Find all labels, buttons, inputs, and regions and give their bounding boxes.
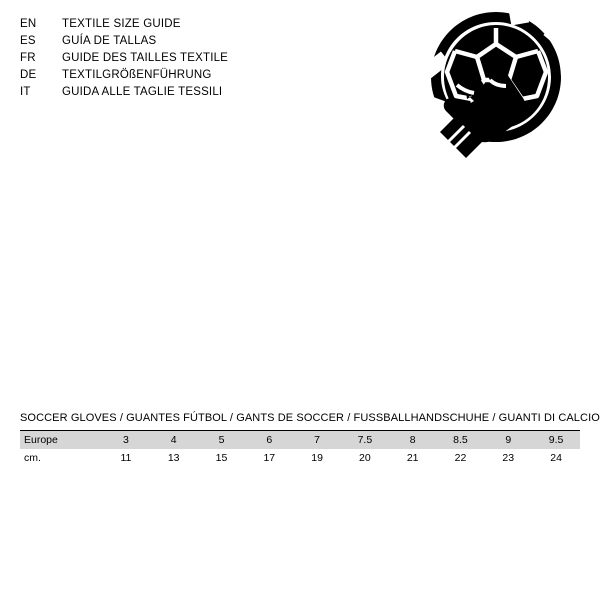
table-cell: 24 (550, 452, 562, 464)
table-row (20, 431, 580, 449)
table-cell: 20 (359, 452, 371, 464)
language-row-es (20, 33, 320, 50)
language-row-it (20, 84, 320, 101)
language-list (20, 16, 320, 101)
language-code: FR (20, 52, 36, 64)
language-code: ES (20, 35, 36, 47)
size-table-title: SOCCER GLOVES / GUANTES FÚTBOL / GANTS DE SOCCER / FUSSBALLHANDSCHUHE / GUANTI DI CALCIO (20, 412, 600, 424)
size-table-section (20, 412, 600, 467)
language-row-fr (20, 50, 320, 67)
table-cell: 23 (502, 452, 515, 464)
table-cell: 3 (102, 431, 150, 449)
table-cell: 7 (293, 431, 341, 449)
size-table (20, 431, 580, 467)
table-cell: 21 (406, 452, 419, 464)
language-code: DE (20, 69, 37, 81)
table-cell: 13 (167, 452, 180, 464)
language-code: IT (20, 86, 31, 98)
table-cell: 9.5 (532, 431, 580, 449)
table-cell: 15 (215, 452, 228, 464)
table-cell: 8.5 (437, 431, 485, 449)
soccer-goalkeeper-glove-and-ball-icon (400, 6, 590, 196)
table-cell: 11 (120, 452, 132, 464)
table-cell: 22 (454, 452, 467, 464)
language-row-de (20, 67, 320, 84)
language-row-en (20, 16, 320, 33)
row-label: Europe (20, 431, 102, 449)
table-row (20, 449, 580, 467)
language-code: EN (20, 18, 37, 30)
row-label: cm. (24, 452, 41, 464)
language-title: TEXTILE SIZE GUIDE (62, 18, 181, 30)
table-cell: 4 (150, 431, 198, 449)
language-title: TEXTILGRÖßENFÜHRUNG (62, 69, 212, 81)
language-title: GUIDE DES TAILLES TEXTILE (62, 52, 229, 64)
table-cell: 17 (263, 452, 276, 464)
table-cell: 19 (311, 452, 323, 464)
table-cell: 5 (198, 431, 246, 449)
table-cell: 7.5 (341, 431, 389, 449)
language-title: GUÍA DE TALLAS (62, 35, 157, 47)
language-title: GUIDA ALLE TAGLIE TESSILI (62, 86, 223, 98)
table-cell: 8 (389, 431, 437, 449)
table-cell: 9 (484, 431, 532, 449)
table-cell: 6 (245, 431, 293, 449)
